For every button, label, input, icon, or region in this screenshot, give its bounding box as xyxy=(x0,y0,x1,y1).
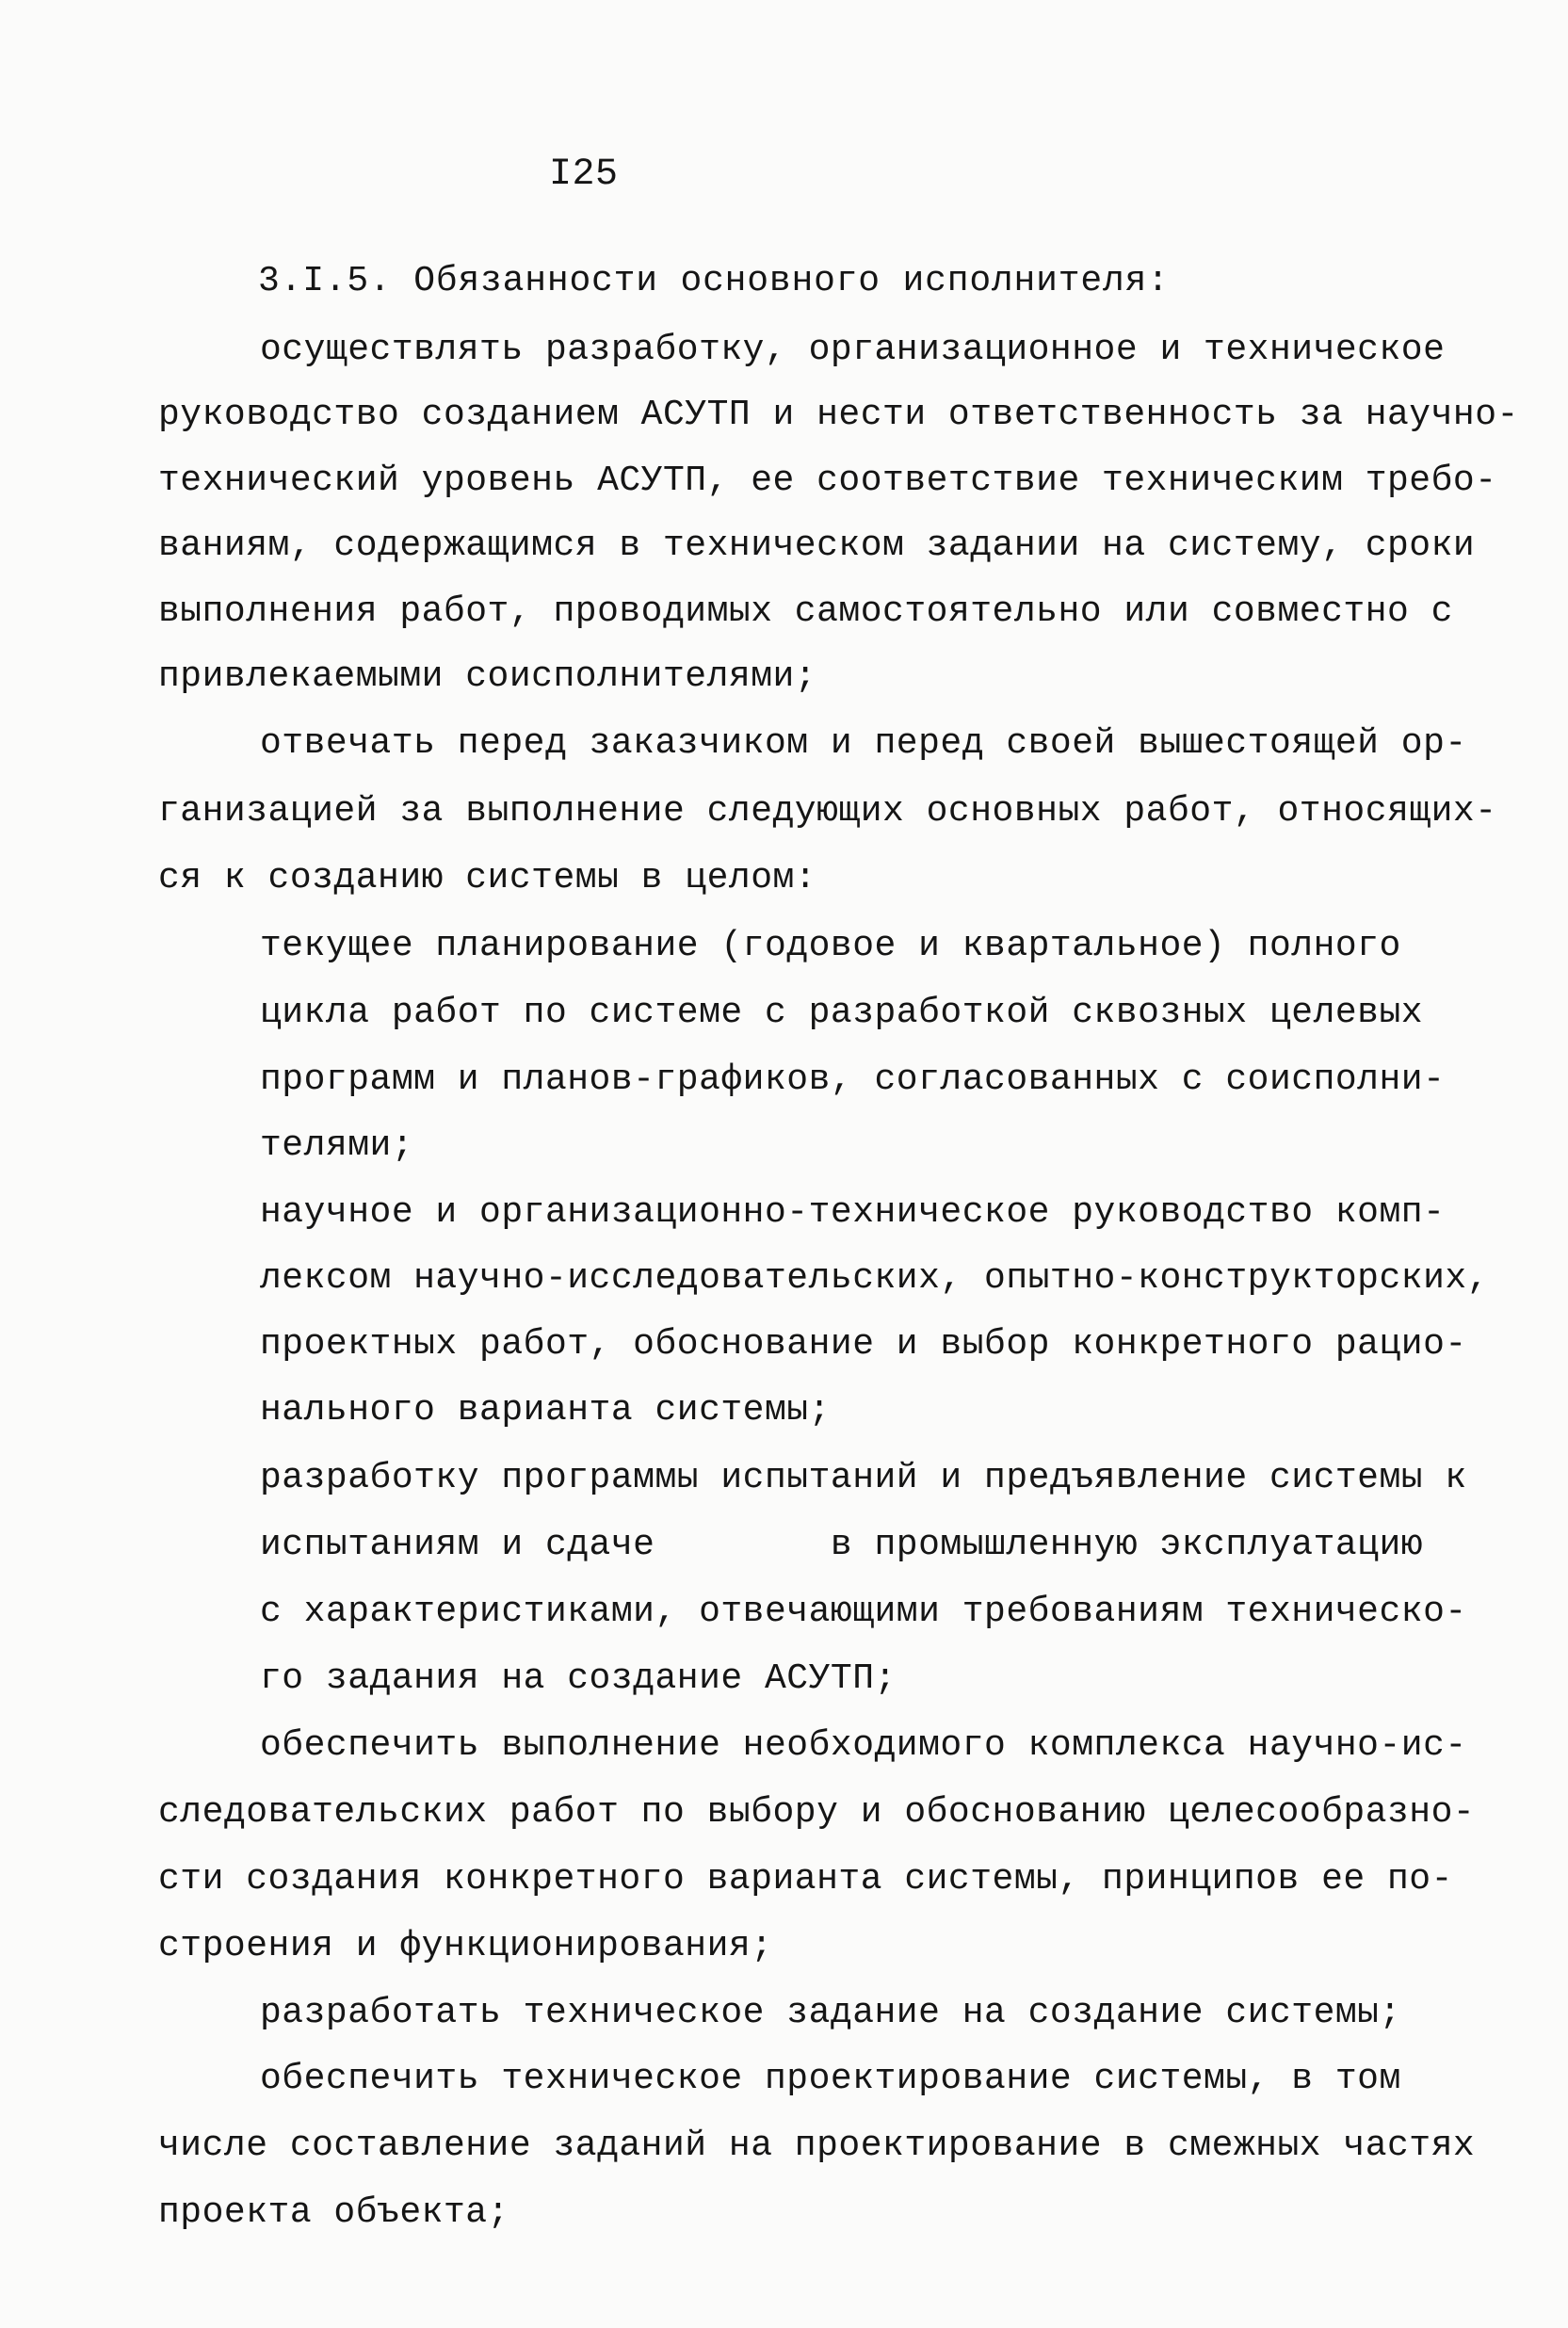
text-line: ваниям, содержащимся в техническом задании на систему, сроки xyxy=(158,525,1476,566)
page-number: I25 xyxy=(549,154,619,196)
text-line: обеспечить выполнение необходимого комплекса научно-ис- xyxy=(260,1725,1467,1766)
text-line: привлекаемыми соисполнителями; xyxy=(158,656,817,697)
text-line: следовательских работ по выбору и обоснованию целесообразно- xyxy=(158,1792,1476,1833)
text-line: нального варианта системы; xyxy=(260,1390,831,1431)
text-line: научное и организационно-техническое руководство комп- xyxy=(260,1192,1446,1233)
text-line: отвечать перед заказчиком и перед своей вышестоящей ор- xyxy=(260,723,1467,764)
text-line: телями; xyxy=(260,1125,414,1166)
text-line: руководство созданием АСУТП и нести ответственность за научно- xyxy=(158,395,1519,435)
text-line: строения и функционирования; xyxy=(158,1926,773,1966)
text-line: ся к созданию системы в целом: xyxy=(158,858,817,898)
text-line: с характеристиками, отвечающими требованиям техническо- xyxy=(260,1592,1467,1632)
text-line: цикла работ по системе с разработкой сквозных целевых xyxy=(260,993,1424,1033)
text-line: проекта объекта; xyxy=(158,2192,509,2233)
text-line: программ и планов-графиков, согласованных с соисполни- xyxy=(260,1059,1446,1100)
text-line: выполнения работ, проводимых самостоятельно или совместно с xyxy=(158,591,1453,632)
text-line: ганизацией за выполнение следующих основных работ, относящих- xyxy=(158,791,1497,832)
text-line: испытаниям и сдаче в промышленную эксплуатацию xyxy=(260,1525,1424,1565)
text-line: лексом научно-исследовательских, опытно-конструкторских, xyxy=(260,1258,1490,1299)
text-line: разработать техническое задание на создание системы; xyxy=(260,1993,1401,2033)
text-line: го задания на создание АСУТП; xyxy=(260,1658,897,1699)
text-line: проектных работ, обоснование и выбор конкретного рацио- xyxy=(260,1324,1467,1365)
text-line: осуществлять разработку, организационное и техническое xyxy=(260,330,1446,370)
text-line: сти создания конкретного варианта системы, принципов ее по- xyxy=(158,1859,1453,1900)
text-line: разработку программы испытаний и предъявление системы к xyxy=(260,1458,1467,1498)
text-line: текущее планирование (годовое и квартальное) полного xyxy=(260,926,1401,966)
text-line: числе составление заданий на проектирование в смежных частях xyxy=(158,2126,1476,2166)
section-heading: 3.I.5. Обязанности основного исполнителя: xyxy=(258,261,1170,301)
text-line: обеспечить техническое проектирование системы, в том xyxy=(260,2059,1401,2099)
text-line: технический уровень АСУТП, ее соответствие техническим требо- xyxy=(158,461,1497,501)
